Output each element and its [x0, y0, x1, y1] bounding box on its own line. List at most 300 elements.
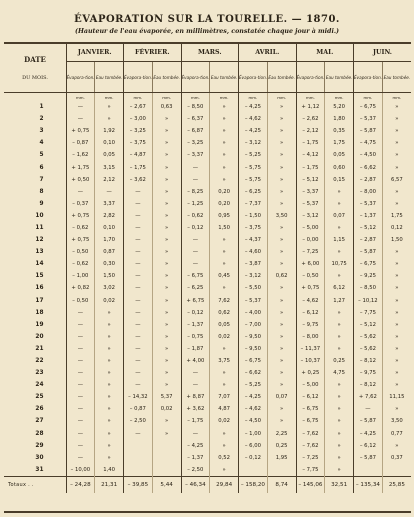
rainfall-value: »	[325, 319, 354, 331]
day-number: 12	[35, 237, 44, 244]
rainfall-value: »	[267, 415, 296, 427]
evaporation-total: – 158,20	[239, 476, 268, 493]
rainfall-value: 6,12	[325, 282, 354, 294]
rainfall-value: 1,95	[267, 452, 296, 464]
rainfall-value: »	[325, 391, 354, 403]
evaporation-value: —	[66, 186, 95, 198]
day-number: 19	[35, 321, 44, 328]
evaporation-value: – 4,12	[296, 149, 325, 161]
unit-label: mm.	[267, 93, 296, 102]
month-header: JUIN.	[354, 43, 412, 62]
evaporation-value: – 4,50	[239, 415, 268, 427]
evaporation-value: + 0,75	[66, 125, 95, 137]
evaporation-value: – 6,75	[354, 258, 383, 270]
day-number: 23	[35, 370, 44, 377]
rainfall-total: 8,74	[267, 476, 296, 493]
rainfall-value: »	[382, 319, 411, 331]
table-row	[4, 391, 411, 403]
evaporation-value: – 4,60	[239, 246, 268, 258]
evaporation-value: – 6,25	[239, 186, 268, 198]
evaporation-value: – 9,75	[354, 367, 383, 379]
day-number: 4	[39, 140, 44, 147]
rainfall-value: »	[210, 101, 239, 113]
rainfall-value: 1,75	[382, 210, 411, 222]
rainfall-total: 29,84	[210, 476, 239, 493]
evaporation-value: —	[124, 307, 153, 319]
day-number: 7	[39, 176, 44, 183]
unit-label: mm.	[210, 93, 239, 102]
evaporation-value: – 0,62	[66, 222, 95, 234]
rainfall-value: »	[382, 258, 411, 270]
evaporation-value: – 11,37	[296, 343, 325, 355]
document-subtitle: (Hauteur de l'eau évaporée, en millimètres, constatée chaque jour à midi.)	[74, 28, 340, 35]
day-number: 1	[39, 104, 44, 111]
rainfall-value: »	[152, 282, 181, 294]
rainfall-value: »	[152, 270, 181, 282]
unit-label: mm.	[66, 93, 95, 102]
rainfall-value: »	[267, 246, 296, 258]
rainfall-value: 1,15	[325, 234, 354, 246]
rainfall-value: »	[152, 174, 181, 186]
evaporation-value: – 8,50	[181, 101, 210, 113]
evaporation-value: – 1,75	[296, 137, 325, 149]
evaporation-value: – 0,50	[66, 295, 95, 307]
evaporation-value: – 6,62	[354, 161, 383, 173]
evaporation-value: – 3,00	[124, 113, 153, 125]
evaporation-value: – 6,12	[296, 391, 325, 403]
evaporation-subheader: Évapora-tion.	[181, 62, 210, 93]
evaporation-total: – 46,34	[181, 476, 210, 493]
table-row	[4, 440, 411, 452]
evaporation-value: – 6,75	[181, 270, 210, 282]
rainfall-value: 0,30	[95, 258, 124, 270]
table-row	[4, 161, 411, 173]
evaporation-value: + 3,62	[181, 403, 210, 415]
evaporation-value: – 4,50	[354, 149, 383, 161]
evaporation-value: + 0,82	[66, 282, 95, 294]
rainfall-value: 0,95	[210, 210, 239, 222]
rainfall-value: »	[152, 161, 181, 173]
rainfall-value: »	[267, 355, 296, 367]
rainfall-value: »	[210, 174, 239, 186]
evaporation-value: – 10,12	[354, 295, 383, 307]
evaporation-value: —	[181, 379, 210, 391]
rainfall-value: 0,05	[325, 149, 354, 161]
evaporation-value: —	[181, 258, 210, 270]
evaporation-value: – 6,00	[239, 440, 268, 452]
rainfall-value: 3,50	[382, 415, 411, 427]
evaporation-value: —	[66, 307, 95, 319]
evaporation-value: – 0,87	[66, 137, 95, 149]
rainfall-value: 4,87	[210, 403, 239, 415]
rainfall-value: 0,52	[210, 452, 239, 464]
evaporation-value: – 1,00	[66, 270, 95, 282]
unit-label: mm.	[239, 93, 268, 102]
rainfall-value: »	[325, 186, 354, 198]
rainfall-subheader: Eau tombée.	[95, 62, 124, 93]
evaporation-value: – 9,25	[354, 270, 383, 282]
rainfall-value: »	[267, 234, 296, 246]
unit-label: mm.	[296, 93, 325, 102]
evaporation-value: —	[66, 415, 95, 427]
evaporation-value: – 5,62	[354, 343, 383, 355]
rainfall-value: »	[325, 464, 354, 477]
evaporation-value: – 6,62	[239, 367, 268, 379]
evaporation-value: – 5,75	[239, 174, 268, 186]
evaporation-value: – 3,12	[239, 137, 268, 149]
evaporation-value: – 6,75	[296, 403, 325, 415]
rainfall-value: »	[95, 331, 124, 343]
evaporation-value: – 5,37	[354, 198, 383, 210]
rainfall-value: »	[382, 343, 411, 355]
totals-row	[4, 476, 411, 493]
rainfall-value: »	[152, 246, 181, 258]
evaporation-total: – 24,28	[66, 476, 95, 493]
evaporation-value: – 5,12	[354, 222, 383, 234]
rainfall-value: »	[152, 355, 181, 367]
evaporation-value: – 0,87	[124, 403, 153, 415]
evaporation-value: – 6,75	[239, 355, 268, 367]
evaporation-value: – 5,87	[354, 246, 383, 258]
evaporation-value: – 6,75	[354, 101, 383, 113]
rainfall-value: »	[210, 343, 239, 355]
rainfall-value: »	[210, 282, 239, 294]
evaporation-value: – 7,75	[296, 464, 325, 477]
evaporation-value: —	[124, 367, 153, 379]
evaporation-value: – 7,62	[296, 428, 325, 440]
rainfall-total: 5,44	[152, 476, 181, 493]
rainfall-value: »	[267, 343, 296, 355]
evaporation-value: + 0,75	[66, 234, 95, 246]
day-number: 27	[35, 418, 44, 425]
rainfall-value	[152, 440, 181, 452]
evaporation-value: —	[66, 331, 95, 343]
evaporation-value: – 5,00	[296, 379, 325, 391]
rainfall-value: »	[210, 246, 239, 258]
evaporation-value: – 5,00	[296, 222, 325, 234]
table-row	[4, 149, 411, 161]
rainfall-value: »	[267, 379, 296, 391]
table-row	[4, 186, 411, 198]
rainfall-value: 10,75	[325, 258, 354, 270]
rainfall-value	[382, 464, 411, 477]
evaporation-value: – 3,37	[181, 149, 210, 161]
totals-label: Totaux . .	[4, 476, 66, 493]
evaporation-value: —	[181, 367, 210, 379]
rainfall-value: »	[325, 452, 354, 464]
table-row	[4, 428, 411, 440]
rainfall-value: »	[95, 415, 124, 427]
date-column-header	[4, 43, 66, 93]
rainfall-value: 1,50	[95, 270, 124, 282]
rainfall-value: »	[267, 186, 296, 198]
evaporation-value: – 2,62	[296, 113, 325, 125]
evaporation-value: – 6,25	[181, 282, 210, 294]
rainfall-value: »	[382, 307, 411, 319]
rainfall-value: 1,75	[325, 137, 354, 149]
rainfall-value: »	[267, 319, 296, 331]
rainfall-value: »	[382, 331, 411, 343]
rainfall-value: »	[382, 379, 411, 391]
rainfall-value: »	[95, 355, 124, 367]
evaporation-value: + 6,00	[296, 258, 325, 270]
evaporation-value: – 2,87	[354, 174, 383, 186]
rainfall-value: 7,62	[210, 295, 239, 307]
rainfall-value: 0,02	[210, 331, 239, 343]
rainfall-value: »	[325, 403, 354, 415]
rainfall-value: 0,10	[95, 137, 124, 149]
rainfall-value: 0,63	[152, 101, 181, 113]
evaporation-total: – 39,85	[124, 476, 153, 493]
rainfall-value: 0,12	[382, 222, 411, 234]
rainfall-value: »	[382, 186, 411, 198]
evaporation-value: —	[66, 440, 95, 452]
evaporation-value: —	[124, 331, 153, 343]
table-row	[4, 355, 411, 367]
evaporation-value: – 6,75	[296, 415, 325, 427]
rainfall-value: »	[210, 234, 239, 246]
evaporation-value: – 2,50	[181, 464, 210, 477]
rainfall-value: 1,50	[382, 234, 411, 246]
rainfall-value: »	[152, 379, 181, 391]
rainfall-value: »	[267, 137, 296, 149]
evaporation-value	[124, 440, 153, 452]
evaporation-value	[239, 464, 268, 477]
rainfall-value: »	[325, 198, 354, 210]
evaporation-value: —	[66, 379, 95, 391]
evaporation-value: – 10,00	[66, 464, 95, 477]
rainfall-value: 4,75	[325, 367, 354, 379]
evaporation-value: —	[124, 428, 153, 440]
evaporation-value: —	[124, 234, 153, 246]
table-row	[4, 464, 411, 477]
rainfall-value: »	[210, 440, 239, 452]
rainfall-value	[152, 452, 181, 464]
rainfall-value: 5,20	[325, 101, 354, 113]
evaporation-value: – 5,75	[239, 161, 268, 173]
rainfall-value: »	[95, 113, 124, 125]
table-row	[4, 246, 411, 258]
evaporation-value: – 4,37	[239, 234, 268, 246]
rainfall-value: »	[382, 161, 411, 173]
evaporation-value: —	[124, 210, 153, 222]
evaporation-value: – 2,12	[296, 125, 325, 137]
rainfall-value: »	[382, 125, 411, 137]
evaporation-subheader: Évapora-tion.	[239, 62, 268, 93]
rainfall-value: 1,70	[95, 234, 124, 246]
evaporation-value: —	[66, 452, 95, 464]
evaporation-value: —	[66, 113, 95, 125]
rainfall-value: 0,20	[210, 186, 239, 198]
rainfall-value: »	[382, 367, 411, 379]
rainfall-value: »	[152, 331, 181, 343]
evaporation-value: —	[66, 319, 95, 331]
rainfall-value: »	[152, 222, 181, 234]
evaporation-value: – 1,37	[354, 210, 383, 222]
evaporation-value: – 4,25	[354, 428, 383, 440]
evaporation-value: – 4,87	[124, 149, 153, 161]
evaporation-value: – 1,50	[239, 210, 268, 222]
rainfall-value: »	[152, 125, 181, 137]
evaporation-value: – 7,25	[296, 246, 325, 258]
rainfall-value: 0,35	[325, 125, 354, 137]
unit-label: mm.	[354, 93, 383, 102]
rainfall-value: »	[325, 440, 354, 452]
evaporation-value: + 7,62	[354, 391, 383, 403]
evaporation-value: – 3,37	[296, 186, 325, 198]
evaporation-subheader: Évapora-tion.	[296, 62, 325, 93]
rainfall-value: 6,57	[382, 174, 411, 186]
evaporation-value: —	[124, 343, 153, 355]
evaporation-value: —	[124, 295, 153, 307]
table-row	[4, 367, 411, 379]
day-number: 20	[35, 333, 44, 340]
day-number: 31	[35, 466, 44, 473]
rainfall-value: 7,07	[210, 391, 239, 403]
rainfall-value: »	[267, 367, 296, 379]
rainfall-value: 0,20	[210, 198, 239, 210]
rainfall-value: »	[152, 186, 181, 198]
evaporation-value: – 3,12	[239, 270, 268, 282]
evaporation-value: – 3,25	[181, 137, 210, 149]
rainfall-subheader: Eau tombée.	[325, 62, 354, 93]
rainfall-value: 0,05	[95, 149, 124, 161]
evaporation-value: – 1,37	[181, 319, 210, 331]
rainfall-total: 21,31	[95, 476, 124, 493]
evaporation-value: – 3,75	[124, 137, 153, 149]
day-number: 11	[35, 224, 44, 231]
evaporation-value: + 4,00	[181, 355, 210, 367]
unit-label: mm.	[382, 93, 411, 102]
table-row	[4, 331, 411, 343]
table-body	[4, 93, 411, 493]
evaporation-value	[354, 464, 383, 477]
evaporation-value: – 9,50	[239, 343, 268, 355]
evaporation-total: – 135,34	[354, 476, 383, 493]
day-number: 6	[39, 164, 44, 171]
rainfall-value: »	[152, 198, 181, 210]
rainfall-value: »	[210, 367, 239, 379]
evaporation-value: – 2,50	[124, 415, 153, 427]
rainfall-value: »	[152, 137, 181, 149]
table-row	[4, 101, 411, 113]
rainfall-value	[152, 464, 181, 477]
rainfall-value: »	[325, 379, 354, 391]
day-number: 3	[39, 128, 44, 135]
rainfall-value: »	[210, 258, 239, 270]
rainfall-value: 3,37	[95, 198, 124, 210]
rainfall-subheader: Eau tombée.	[210, 62, 239, 93]
rainfall-value: 0,62	[267, 270, 296, 282]
evaporation-value: – 4,25	[239, 125, 268, 137]
evaporation-value: —	[66, 403, 95, 415]
evaporation-value: – 8,00	[354, 186, 383, 198]
evaporation-value: —	[124, 198, 153, 210]
evaporation-value: + 1,12	[296, 101, 325, 113]
rainfall-subheader: Eau tombée.	[382, 62, 411, 93]
rainfall-value: 11,15	[382, 391, 411, 403]
evaporation-value: —	[66, 391, 95, 403]
rainfall-value: »	[210, 464, 239, 477]
rainfall-value: 0,02	[95, 295, 124, 307]
table-row	[4, 234, 411, 246]
rainfall-value: 1,27	[325, 295, 354, 307]
table-row	[4, 210, 411, 222]
rainfall-value: »	[95, 367, 124, 379]
rainfall-value: »	[95, 307, 124, 319]
evaporation-value: – 5,87	[354, 452, 383, 464]
rainfall-value: »	[267, 113, 296, 125]
rainfall-value: »	[325, 222, 354, 234]
rainfall-subheader: Eau tombée.	[267, 62, 296, 93]
evaporation-value: – 0,50	[66, 246, 95, 258]
date-header-label: DATE	[24, 55, 46, 64]
rainfall-value: 0,25	[325, 355, 354, 367]
evaporation-value: —	[66, 101, 95, 113]
evaporation-value: – 1,00	[239, 428, 268, 440]
evaporation-value: —	[124, 270, 153, 282]
rainfall-value: »	[210, 125, 239, 137]
evaporation-value: – 5,37	[296, 198, 325, 210]
month-header: MAI.	[296, 43, 354, 62]
evaporation-value: – 4,25	[239, 391, 268, 403]
table-row	[4, 415, 411, 427]
day-number: 14	[35, 261, 44, 268]
evaporation-value: + 0,50	[66, 174, 95, 186]
rainfall-value: 0,45	[210, 270, 239, 282]
table-row	[4, 258, 411, 270]
rainfall-total: 32,51	[325, 476, 354, 493]
rainfall-value: 2,12	[95, 174, 124, 186]
rainfall-value: 0,07	[325, 210, 354, 222]
evaporation-value: – 8,50	[354, 282, 383, 294]
evaporation-value: —	[181, 174, 210, 186]
rainfall-value: »	[382, 440, 411, 452]
rainfall-value: 0,07	[267, 391, 296, 403]
evaporation-value: – 7,75	[354, 307, 383, 319]
evaporation-value: – 5,87	[354, 125, 383, 137]
rainfall-value: »	[152, 415, 181, 427]
evaporation-value	[124, 464, 153, 477]
day-number: 13	[35, 249, 44, 256]
rainfall-value: »	[210, 161, 239, 173]
evaporation-value: – 3,12	[296, 210, 325, 222]
evaporation-value: —	[124, 258, 153, 270]
evaporation-value: – 6,87	[181, 125, 210, 137]
evaporation-value: + 0,75	[66, 210, 95, 222]
rainfall-value: »	[267, 198, 296, 210]
evaporation-value: – 8,12	[354, 355, 383, 367]
evaporation-value: – 0,12	[181, 222, 210, 234]
evaporation-value: – 9,75	[296, 319, 325, 331]
rainfall-value: »	[152, 258, 181, 270]
evaporation-total: – 145,06	[296, 476, 325, 493]
rainfall-value: »	[152, 367, 181, 379]
evaporation-value: – 8,00	[296, 331, 325, 343]
evaporation-value: – 3,25	[124, 125, 153, 137]
day-number: 16	[35, 285, 44, 292]
rainfall-value: »	[95, 343, 124, 355]
rainfall-value: »	[210, 137, 239, 149]
table-row	[4, 137, 411, 149]
evaporation-value: – 1,37	[181, 452, 210, 464]
rainfall-value: »	[152, 307, 181, 319]
evaporation-value: – 6,12	[296, 307, 325, 319]
rainfall-value: »	[382, 355, 411, 367]
evaporation-value: – 1,87	[181, 343, 210, 355]
rainfall-value: »	[325, 307, 354, 319]
table-row	[4, 125, 411, 137]
